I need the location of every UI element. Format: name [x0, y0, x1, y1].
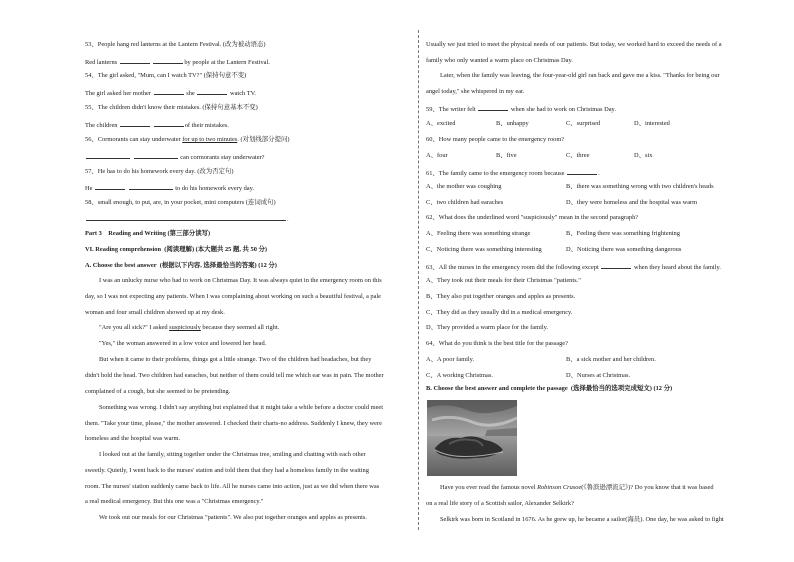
- question-63: 63、All the nurses in the emergency room did the following except when they heard about the family.: [426, 264, 721, 271]
- q64-option-b: B、a sick mother and her children.: [566, 356, 656, 363]
- section-vi-heading: VI. Reading comprehension (阅读理解) (本大题共 25 题, 共 50 分): [85, 246, 268, 253]
- passage-line: homeless and the hospital was warm.: [85, 435, 181, 442]
- q63-option-a: A、They took out their meals for their Christmas "patients.": [426, 277, 581, 284]
- question-56: 56、Cormorants can stay underwater for up to two minutes. (对划线部分提问): [85, 136, 290, 143]
- passage-line: room. The nurses' station suddenly came back to life. All he nurses came into action, just as we did when there was: [85, 483, 380, 490]
- question-60: 60、How many people came to the emergency room?: [426, 136, 565, 143]
- column-divider: [418, 30, 419, 530]
- question-59: 59、The writer felt when she had to work on Christmas Day.: [426, 106, 616, 113]
- part3-heading: Part 3 Reading and Writing (第三部分读写): [85, 230, 211, 237]
- passage-line: Later, when the family was leaving, the four-year-old girl ran back and gave me a kiss. "Thanks for being our: [440, 72, 720, 79]
- q64-option-d: D、Nurses at Christmas.: [566, 372, 631, 379]
- passage-line: sweetly. Quietly, I went back to the nurses' station and told them that they had a homeless family in the waiting: [85, 467, 369, 474]
- q63-option-c: C、They did as they usually did in a medical emergency.: [426, 309, 573, 316]
- answer-55: The children of their mistakes.: [85, 122, 229, 129]
- passage-line: a real medical emergency. But this one was a "Christmas emergency.": [85, 498, 264, 505]
- question-58: 58、small enough, to put, are, in your pocket, mini computers (连词成句): [85, 199, 276, 206]
- passage-line: day, so I was not expecting any patients. When I was complaining about working on such a beautiful festival, a pale: [85, 293, 382, 300]
- q60-option-a: A、four: [426, 152, 448, 159]
- answer-57: He to do his homework every day.: [85, 185, 255, 192]
- passage-line: on a real life story of a Scottish sailor, Alexander Selkirk?: [426, 500, 574, 507]
- answer-56: can cormorants stay underwater?: [85, 152, 265, 162]
- question-61: 61、The family came to the emergency room because .: [426, 170, 600, 177]
- passage-line: complained of a cough, but she seemed to be pretending.: [85, 388, 231, 395]
- answer-54: The girl asked her mother she watch TV.: [85, 90, 257, 97]
- q64-option-c: C、A working Christmas.: [426, 372, 493, 379]
- passage-line: Usually we just tried to meet the physical needs of our patients. But today, we worked hard to exceed the needs of a: [426, 41, 722, 48]
- section-a-heading: A. Choose the best answer (根据以下内容, 选择最恰当的答案) (12 分): [85, 262, 277, 269]
- question-64: 64、What do you think is the best title for the passage?: [426, 340, 568, 347]
- passage-line: Have you ever read the famous novel Robinson Crusoe(《鲁滨逊漂流记》)? Do you know that it was based: [440, 484, 714, 491]
- q59-option-c: C、surprised: [566, 120, 601, 127]
- answer-58: .: [85, 214, 289, 224]
- passage-line: I was an unlucky nurse who had to work on Christmas Day. It was always quiet in the emergency room on this: [99, 277, 382, 284]
- q61-option-c: C、two children had earaches: [426, 199, 504, 206]
- q59-option-b: B、unhappy: [496, 120, 529, 127]
- passage-line: didn't hold the head. Two children had earaches, but neither of them could tell me which ear was in pain. The mother: [85, 372, 384, 379]
- passage-line: "Yes," the woman answered in a low voice and lowered her head.: [99, 340, 267, 347]
- right-column: [426, 0, 766, 562]
- q61-option-d: D、they were homeless and the hospital was warm: [566, 199, 698, 206]
- passage-line: family who only wanted a warm place on Christmas Day.: [426, 57, 573, 64]
- q60-option-c: C、three: [566, 152, 590, 159]
- passage-line: them. "Take your time, please," the mother answered. I checked their charts-no address. Suddenly I knew, they were: [85, 420, 382, 427]
- q62-option-d: D、Noticing there was something dangerous: [566, 246, 682, 253]
- island-photo: [427, 400, 517, 476]
- question-62: 62、What does the underlined word "suspiciously" mean in the second paragraph?: [426, 214, 639, 221]
- q62-option-c: C、Noticing there was something interesting: [426, 246, 542, 253]
- q60-option-b: B、five: [496, 152, 517, 159]
- question-54: 54、The girl asked, "Mum, can I watch TV?" (保持句意不变): [85, 72, 247, 79]
- passage-line: angel today," she whispered in my ear.: [426, 88, 525, 95]
- passage-line: Selkirk was born in Scotland in 1676. As he grew up, he became a sailor(海员). One day, he was asked to fight: [440, 516, 724, 523]
- q62-option-b: B、Feeling there was something frightening: [566, 230, 680, 237]
- passage-line: But when it came to their problems, things got a little strange. Two of the children had headaches, but they: [99, 356, 372, 363]
- q59-option-d: D、interested: [634, 120, 670, 127]
- q63-option-d: D、They provided a warm place for the family.: [426, 324, 549, 331]
- left-column: [85, 0, 413, 562]
- q59-option-a: A、excited: [426, 120, 456, 127]
- passage-line: "Are you all sick?" I asked suspiciously because they seemed all right.: [99, 324, 280, 331]
- island-image: [427, 400, 517, 476]
- question-57: 57、He has to do his homework every day. (改为否定句): [85, 168, 234, 175]
- q62-option-a: A、Feeling there was something strange: [426, 230, 531, 237]
- question-55: 55、The children didn't know their mistakes. (保持句意基本不变): [85, 104, 258, 111]
- passage-line: I looked out at the family, sitting together under the Christmas tree, smiling and chatting with each other: [99, 451, 366, 458]
- q61-option-b: B、there was something wrong with two children's heads: [566, 183, 714, 190]
- passage-line: woman and four small children showed up at my desk.: [85, 309, 225, 316]
- underlined-word: suspiciously: [169, 324, 201, 331]
- section-b-heading: B. Choose the best answer and complete the passage (选择最恰当的选项完成短文) (12 分): [426, 385, 673, 392]
- q60-option-d: D、six: [634, 152, 653, 159]
- q64-option-a: A、A poor family.: [426, 356, 475, 363]
- passage-line: Something was wrong. I didn't say anything but explained that it might take a while before a doctor could meet: [99, 404, 384, 411]
- passage-line: We took out our meals for our Christmas "patients". We also put together oranges and apples as presents.: [99, 514, 367, 521]
- q61-option-a: A、the mother was coughing: [426, 183, 502, 190]
- q63-option-b: B、They also put together oranges and apples as presents.: [426, 293, 576, 300]
- question-53: 53、People hang red lanterns at the Lantern Festival. (改为被动语态): [85, 41, 266, 48]
- answer-53: Red lanterns by people at the Lantern Festival.: [85, 59, 270, 66]
